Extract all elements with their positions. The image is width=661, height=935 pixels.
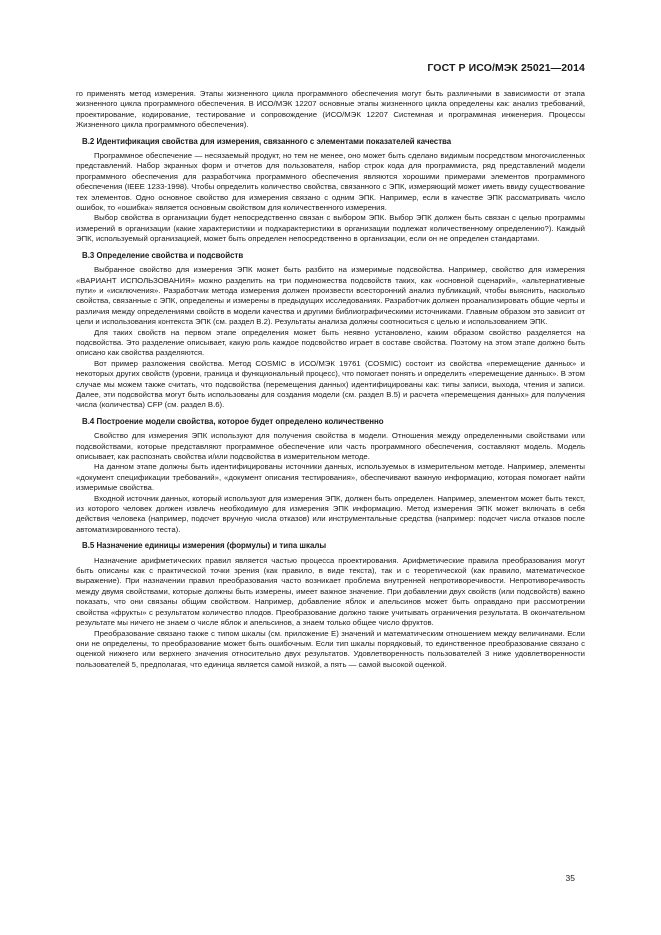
- section-heading-b3: В.3 Определение свойства и подсвойств: [82, 250, 244, 260]
- paragraph: Вот пример разложения свойства. Метод COSMIC в ИСО/МЭК 19761 (COSMIC) состоит из свойства «перемещение данных» и некоторых других свойств (уровни, граница и функциональный процесс), что помогает понять и определить «перемещение данных». В этом случае мы можем также считать, что подсвойства (перемещения данных) идентифицированы как: типы записи, выхода, чтения и записи. Далее, эти подсвойства могут быть использованы для создания модели (см. раздел В.5) и расчета «перемещения данных» для получения числа (количества) CFP (см. раздел В.6).: [76, 358, 585, 410]
- intro-paragraph: го применять метод измерения. Этапы жизненного цикла программного обеспечения могут быть различными в зависимости от этапа жизненного цикла программного обеспечения. В ИСО/МЭК 12207 основные этапы жизненного цикла определены как: анализ требований, проектирование, кодирование, тестирование и сопровождение (ИСО/МЭК 12207 Системная и программная инженерия. Процессы Жизненного цикла программного обеспечения).: [76, 89, 585, 130]
- page-number: 35: [565, 873, 575, 883]
- paragraph: На данном этапе должны быть идентифицированы источники данных, используемых в измерительном методе. Например, элементы «документ спецификации требований», «документ описания тестирования», обеспечивают важную информацию, которая помогает найти измеримые свойства.: [76, 462, 585, 493]
- paragraph: Программное обеспечение — несязаемый продукт, но тем не менее, оно может быть сделано видимым посредством многочисленных представлений. Набор экранных форм и отчетов для пользователя, набор строк кода для программиста, ряд представлений модели программного обеспечения для разработчика программного обеспечения являются хорошими примерами элементов программного обеспечения (IEEE 1233-1998). Чтобы определить количество свойства, связанного с ЭПК, измеряющий может иметь ввиду существование тех элементов. Одно основное свойство для измерения связано с одним ЭПК. Например, если в качестве ЭПК рассматривать число ошибок, то «ошибка» является основным свойством для количественного измерения.: [76, 151, 585, 213]
- paragraph: Преобразование связано также с типом шкалы (см. приложение Е) значений и математическим отношением между величинами. Если они не определены, то преобразование может быть ошибочным. Если тип шкалы порядковый, то единственное преобразование связано с оценкой нижнего или верхнего значения относительно двух результатов. Удовлетворенность пользователей 3 ниже удовлетворенности пользователей 5, предполагая, что единица является самой низкой, а пять — самой высокой оценкой.: [76, 628, 585, 669]
- paragraph: Выбранное свойство для измерения ЭПК может быть разбито на измеримые подсвойства. Например, свойство для измерения «ВАРИАНТ ИСПОЛЬЗОВАНИЯ» можно разделить на три подмножества подсвойств таких, как «основной сценарий», «альтернативные пути» и «исключения». Разработчик метода измерения должен произвести всесторонний анализ публикаций, чтобы выяснить, насколько свойства, связанные с ЭПК, определены и измерены в предыдущих исследованиях. Разработчик должен проанализировать общие черты и различия между определениями свойств в модели качества и другими библиографическими источниками. Главным образом это зависит от цели и использования контекста ЭПК (см. раздел В.2). Результаты анализа должны соотноситься с целью и использованием ЭПК.: [76, 265, 585, 327]
- paragraph: Свойство для измерения ЭПК используют для получения свойства в модели. Отношения между определенными свойствами или подсвойствами, которые представляют программное обеспечение или часть программного обеспечения, составляют модель. Модель описывает, как распознать свойства и/или подсвойства в измерительном методе.: [76, 431, 585, 461]
- section-heading-b5: В.5 Назначение единицы измерения (формулы) и типа шкалы: [82, 541, 327, 551]
- standard-header: ГОСТ Р ИСО/МЭК 25021—2014: [427, 62, 585, 74]
- document-body: [76, 89, 585, 670]
- paragraph: Выбор свойства в организации будет непосредственно связан с выбором ЭПК. Выбор ЭПК должен быть связан с целью программы измерений в организации (какие характеристики и подхарактеристики в организации подлежат количественному определению?). Каждый ЭПК, используемый организацией, может быть определен непосредственно в организации, если он не определен стандартами.: [76, 213, 585, 244]
- paragraph: Входной источник данных, который используют для измерения ЭПК, должен быть определен. Например, элементом может быть текст, из которого человек должен извлечь необходимую для измерения ЭПК информацию. Метод измерения ЭПК может включать в себя действия человека (например, подсчет вручную числа отказов) или инструментальные средства (например: подсчет числа отказов после автоматизированного теста).: [76, 493, 585, 534]
- section-heading-b2: В.2 Идентификация свойства для измерения, связанного с элементами показателей качества: [82, 136, 452, 146]
- paragraph: Для таких свойств на первом этапе определения может быть неявно установлено, каким образом свойство разделяется на подсвойства. Это разделение описывает, какую роль каждое подсвойство играет в составе свойства. Поэтому на этом этапе должно быть описано как свойства разделяются.: [76, 327, 585, 358]
- paragraph: Назначение арифметических правил является частью процесса проектирования. Арифметические правила преобразования могут быть описаны как с практической точки зрения (как правило, в виде текста), так и с теоретической (как правило, математическое выражение). При назначении правил преобразования часто возникает проблема внутренней непротиворечивости. Непротиворечивость между двумя свойствами, которые должны быть измерены, имеет важное значение. При добавлении двух свойств (или подсвойств) важно показать, что они связаны общим свойством. Например, добавление яблок и апельсинов может быть оправдано при рассмотрении свойства «фрукты» с результатом количество плодов. Преобразование должно также учитывать ограничения результата. В окончательном результате мы ничего не знаем о числе яблок и апельсинов, а знаем только общее число фруктов.: [76, 555, 585, 628]
- section-heading-b4: В.4 Построение модели свойства, которое будет определено количественно: [82, 416, 384, 426]
